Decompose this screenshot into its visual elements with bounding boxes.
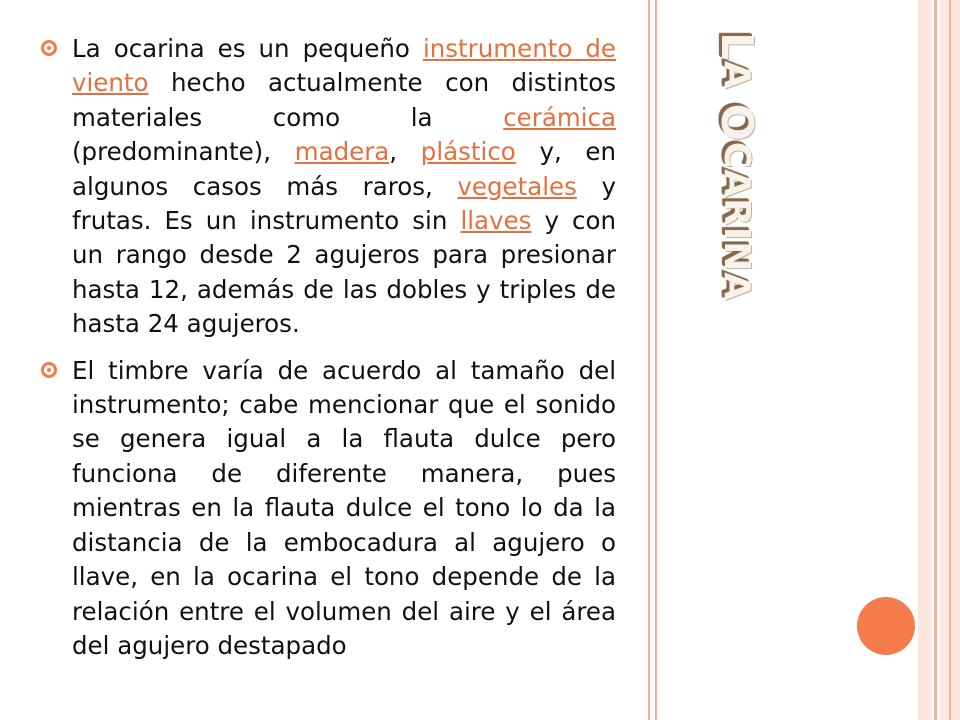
slide-title — [702, 32, 762, 332]
decor-circle — [857, 597, 915, 655]
bullet-item — [38, 32, 616, 342]
bullet-item — [38, 354, 616, 664]
bullet-ring-icon — [41, 362, 57, 378]
paragraph-2: El timbre varía de acuerdo al tamaño del instrumento; cabe mencionar que el sonido se genera igual a la flauta dulce pero funciona de diferente manera, pues mientras en la flauta dulce el tono lo da la distancia de la embocadura al agujero o llave, en la ocarina el tono depende de la relación entre el volumen del aire y el área del agujero destapado — [72, 355, 616, 660]
title-part: CARINA — [716, 141, 757, 302]
text-run: (predominante), — [72, 137, 295, 167]
text-run: hecho actualmente con distintos materiales como la — [72, 68, 616, 132]
decor-stripe — [918, 0, 932, 720]
link-ceramica[interactable]: cerámica — [503, 102, 616, 132]
decor-stripe — [949, 0, 951, 720]
text-run: La ocarina es un pequeño — [72, 34, 423, 63]
link-instrumento-de-viento[interactable]: instrumento de viento — [72, 34, 616, 98]
decor-stripe — [655, 0, 657, 720]
decor-stripe — [934, 0, 937, 720]
bullet-ring-icon — [41, 40, 57, 56]
text-run: , — [389, 137, 421, 167]
title-part: L — [711, 32, 762, 62]
link-madera[interactable]: madera — [294, 137, 390, 167]
link-plastico[interactable]: plástico — [420, 137, 516, 167]
text-run: y con un rango desde 2 agujeros para presionar hasta 12, además de las dobles y triples de hasta 24 agujeros. — [72, 206, 616, 339]
bullet-list — [38, 32, 616, 675]
paragraph-1 — [72, 32, 616, 342]
text-run: y, en algunos casos más raros, — [72, 137, 617, 201]
title-part: A — [716, 61, 757, 104]
link-llaves[interactable]: llaves — [460, 206, 532, 236]
decor-stripe — [648, 0, 650, 720]
title-part: O — [711, 103, 762, 142]
text-run: y frutas. Es un instrumento sin — [72, 171, 616, 236]
link-vegetales[interactable]: vegetales — [457, 171, 577, 201]
